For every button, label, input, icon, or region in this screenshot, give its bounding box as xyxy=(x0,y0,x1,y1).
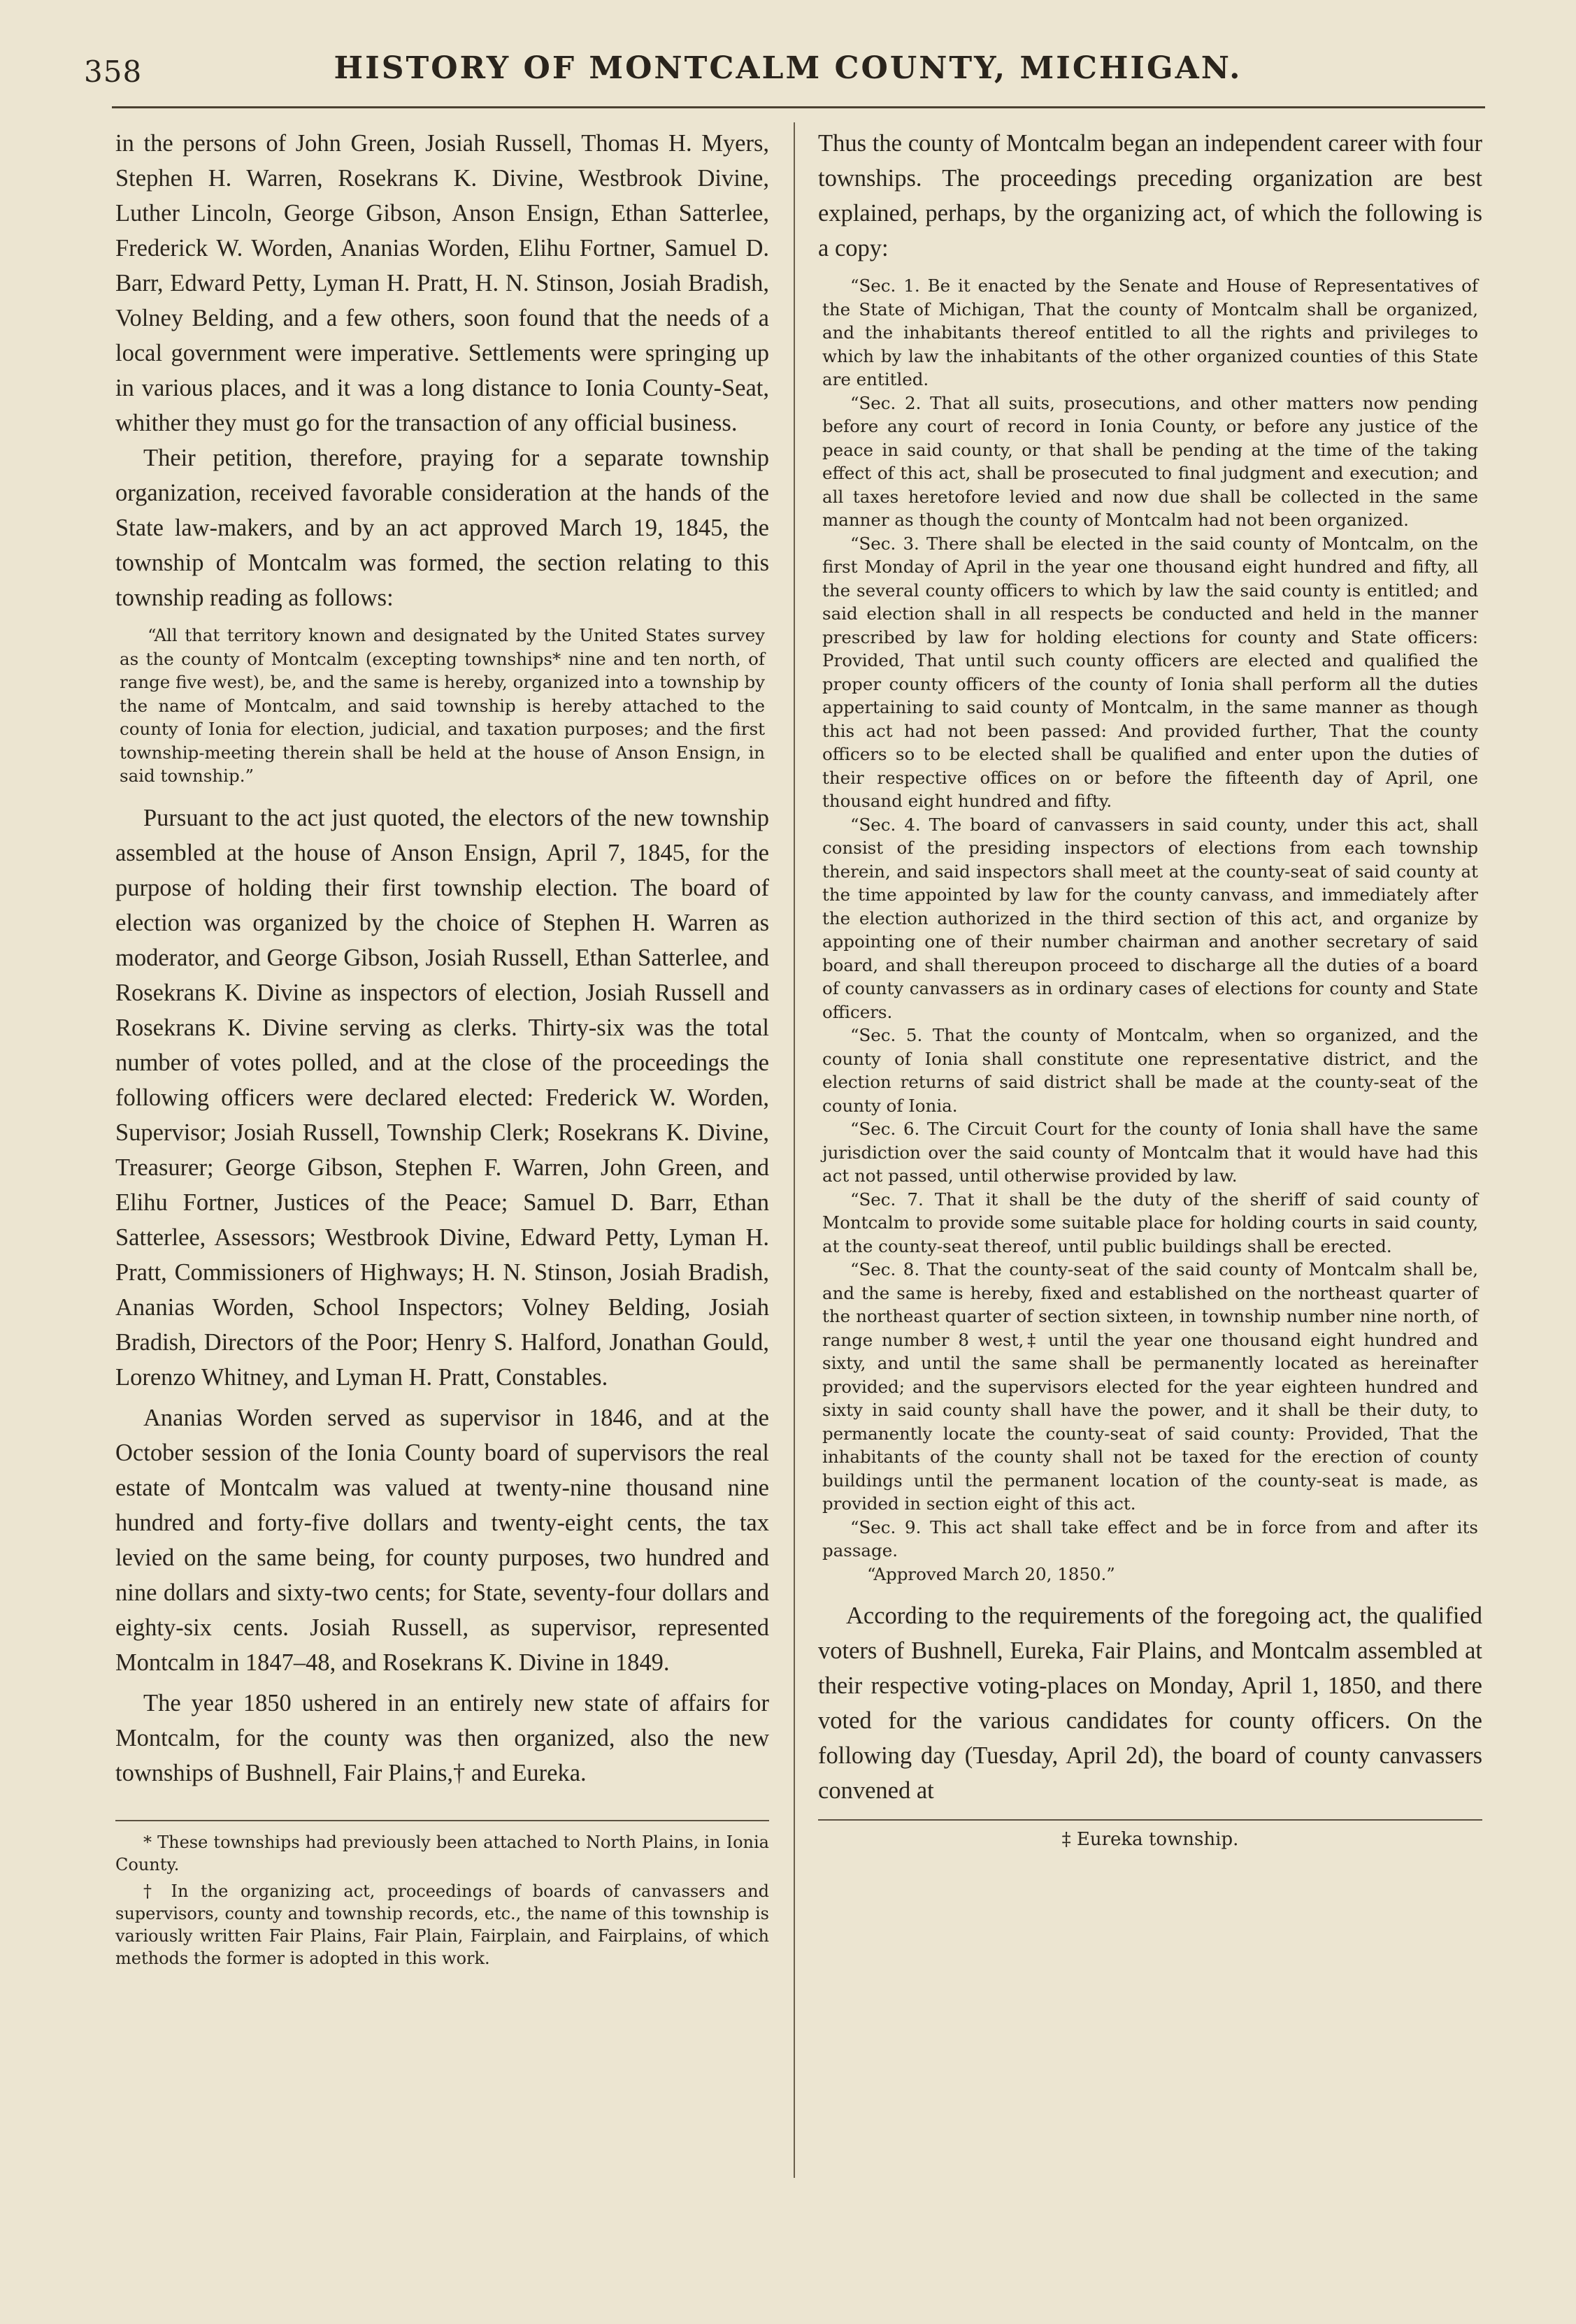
act-section-3: “Sec. 3. There shall be elected in the said county of Montcalm, on the first Monday of April in the year one thousand eight hundred and fifty, all the several county officers to which by law the said county is entitled; and said election shall in all respects be conducted and held in the manner prescribed by law for holding elections for county and State officers: Provided, That until such county officers are elected and qualified the proper county officers of the county of Ionia shall perform all the duties appertaining to said county of Montcalm, in the same manner as though this act had not been passed: And provided further, That the county officers so to be elected shall be qualified and enter upon the duties of their respective offices on or before the fifteenth day of April, one thousand eight hundred and fifty. xyxy=(822,533,1478,811)
act-section-8: “Sec. 8. That the county-seat of the said county of Montcalm shall be, and the same is hereby, fixed and established on the northeast quarter of the northeast quarter of section sixteen, in township number nine north, of range number 8 west,‡ until the year one thousand eight hundred and sixty, and until the same shall be permanently located as hereinafter provided; and the supervisors elected for the year eighteen hundred and sixty in said county shall have the power, and it shall be their duty, to permanently locate the county-seat of said county: Provided, That the inhabitants of the county shall not be taxed for the erection of county buildings until the permanent location of the county-seat is made, as provided in section eight of this act. xyxy=(822,1259,1478,1514)
left-column xyxy=(115,126,769,1970)
act-section-4: “Sec. 4. The board of canvassers in said county, under this act, shall consist of the presiding inspectors of elections from each township therein, and said inspectors shall meet at the county-seat of said county at the time appointed by law for the county canvass, and immediately after the election authorized in the third section of this act, and organize by appointing one of their number chairman and another secretary of said board, and shall thereupon proceed to discharge all the duties of a board of county canvassers as in ordinary cases of elections for county and State officers. xyxy=(822,814,1478,1022)
paragraph: According to the requirements of the foregoing act, the qualified voters of Bushnell, Eureka, Fair Plains, and Montcalm assembled at their respective voting-places on Monday, April 1, 1850, and there voted for the various candidates for county officers. On the following day (Tuesday, April 2d), the board of county canvassers convened at xyxy=(818,1602,1482,1804)
header-rule xyxy=(112,106,1485,108)
quote-text: “All that territory known and designated by the United States survey as the county of Montcalm (excepting townships* nine and ten north, of range five west), be, and the same is hereby, organized into a township by the name of Montcalm, and said township is hereby attached to the county of Ionia for election, judicial, and taxation purposes; and the first township-meeting therein shall be held at the house of Anson Ensign, in said township.” xyxy=(120,625,765,786)
paragraph: Ananias Worden served as supervisor in 1846, and at the October session of the Ionia County board of supervisors the real estate of Montcalm was valued at twenty-nine thousand nine hundred and forty-five dollars and twenty-eight cents, the tax levied on the same being, for county purposes, two hundred and nine dollars and sixty-two cents; for State, seventy-four dollars and eighty-six cents. Josiah Russell, as supervisor, represented Montcalm in 1847–48, and Rosekrans K. Divine in 1849. xyxy=(115,1404,769,1676)
column-divider xyxy=(794,122,795,2178)
footnote: * These townships had previously been attached to North Plains, in Ionia County. xyxy=(115,1832,769,1874)
act-section-5: “Sec. 5. That the county of Montcalm, when so organized, and the county of Ionia shall constitute one representative district, and the election returns of said district shall be made at the county-seat of the county of Ionia. xyxy=(822,1025,1478,1116)
paragraph: The year 1850 ushered in an entirely new state of affairs for Montcalm, for the county was then organized, also the new townships of Bushnell, Fair Plains,† and Eureka. xyxy=(115,1689,769,1786)
paragraph: Pursuant to the act just quoted, the electors of the new township assembled at the house of Anson Ensign, April 7, 1845, for the purpose of holding their first township election. The board of election was organized by the choice of Stephen H. Warren as moderator, and George Gibson, Josiah Russell, Ethan Satterlee, and Rosekrans K. Divine as inspectors of election, Josiah Russell and Rosekrans K. Divine serving as clerks. Thirty-six was the total number of votes polled, and at the close of the proceedings the following officers were declared elected: Frederick W. Worden, Supervisor; Josiah Russell, Township Clerk; Rosekrans K. Divine, Treasurer; George Gibson, Stephen F. Warren, John Green, and Elihu Fortner, Justices of the Peace; Samuel D. Barr, Ethan Satterlee, Assessors; Westbrook Divine, Edward Petty, Lyman H. Pratt, Commissioners of Highways; H. N. Stinson, Josiah Bradish, Ananias Worden, School Inspectors; Volney Belding, Josiah Bradish, Directors of the Poor; Henry S. Halford, Jonathan Gould, Lorenzo Whitney, and Lyman H. Pratt, Constables. xyxy=(115,804,769,1391)
act-section-6: “Sec. 6. The Circuit Court for the county of Ionia shall have the same jurisdiction over the said county of Montcalm that it would have had this act not passed, until otherwise provided by law. xyxy=(822,1119,1478,1186)
footnote: ‡ Eureka township. xyxy=(1061,1829,1239,1850)
paragraph: in the persons of John Green, Josiah Russell, Thomas H. Myers, Stephen H. Warren, Rosekrans K. Divine, Westbrook Divine, Luther Lincoln, George Gibson, Anson Ensign, Ethan Satterlee, Frederick W. Worden, Ananias Worden, Elihu Fortner, Samuel D. Barr, Edward Petty, Lyman H. Pratt, H. N. Stinson, Josiah Bradish, Volney Belding, and a few others, soon found that the needs of a local government were imperative. Settlements were springing up in various places, and it was a long distance to Ionia County-Seat, whither they must go for the transaction of any official business. xyxy=(115,130,769,436)
act-section-1: “Sec. 1. Be it enacted by the Senate and House of Representatives of the State of Michigan, That the county of Montcalm shall be organized, and the inhabitants thereof entitled to all the rights and privileges to which by law the inhabitants of the other organized counties of this State are entitled. xyxy=(822,275,1478,389)
right-column xyxy=(818,126,1482,1850)
running-head: HISTORY OF MONTCALM COUNTY, MICHIGAN. xyxy=(334,50,1242,86)
act-section-2: “Sec. 2. That all suits, prosecutions, and other matters now pending before any court of record in Ionia County, or before any justice of the peace in said county, or that shall be pending at the time of the taking effect of this act, shall be prosecuted to final judgment and execution; and all taxes heretofore levied and now due shall be collected in the same manner as though the county of Montcalm had not been organized. xyxy=(822,392,1478,530)
block-quote xyxy=(115,624,769,788)
approval-line: “Approved March 20, 1850.” xyxy=(867,1563,1115,1584)
page-number: 358 xyxy=(84,55,143,89)
organizing-act xyxy=(818,274,1482,1586)
act-section-7: “Sec. 7. That it shall be the duty of the sheriff of said county of Montcalm to provide some suitable place for holding courts in said county, at the county-seat thereof, until public buildings shall be erected. xyxy=(822,1189,1478,1256)
paragraph: Their petition, therefore, praying for a separate township organization, received favorable consideration at the hands of the State law-makers, and by an act approved March 19, 1845, the township of Montcalm was formed, the section relating to this township reading as follows: xyxy=(115,445,769,611)
paragraph: Thus the county of Montcalm began an independent career with four townships. The proceedings preceding organization are best explained, perhaps, by the organizing act, of which the following is a copy: xyxy=(818,130,1482,261)
act-section-9: “Sec. 9. This act shall take effect and be in force from and after its passage. xyxy=(822,1516,1478,1561)
footnote: † In the organizing act, proceedings of boards of canvassers and supervisors, county and township records, etc., the name of this township is variously written Fair Plains, Fair Plain, Fairplain, and Fairplains, of which methods the former is adopted in this work. xyxy=(115,1881,769,1968)
